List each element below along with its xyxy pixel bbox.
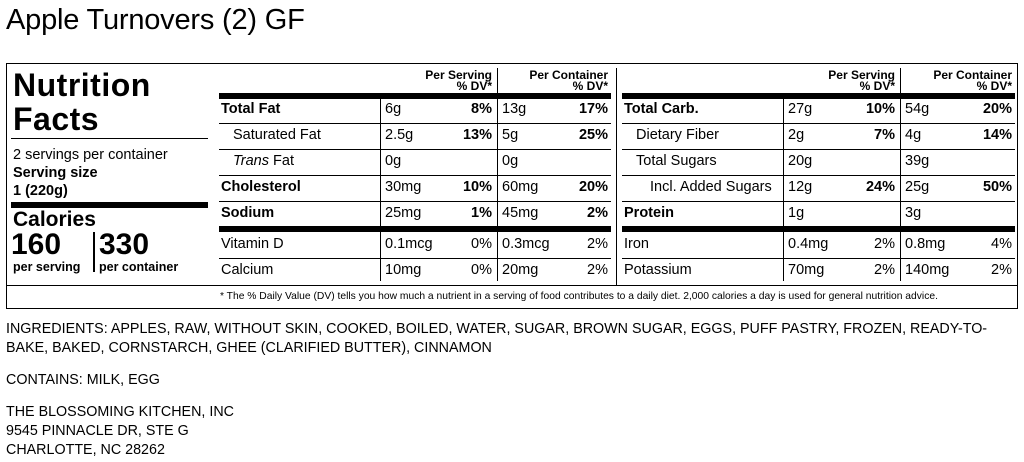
- container-dv: 20%: [982, 101, 1012, 117]
- container-dv: 20%: [578, 179, 608, 195]
- nutrient-name: Sodium: [221, 205, 275, 221]
- nutrient-name: Iron: [624, 236, 649, 252]
- per-serving-label: per serving: [13, 260, 81, 274]
- nutrient-name: Protein: [624, 205, 674, 221]
- serving-dv: 10%: [865, 101, 895, 117]
- row-divider: [219, 201, 611, 202]
- column-line: [783, 93, 784, 281]
- serving-amount: 25mg: [385, 205, 422, 221]
- nutrient-name: [233, 152, 294, 170]
- serving-size-label: Serving size: [13, 165, 98, 181]
- serving-dv: 1%: [471, 205, 492, 221]
- company-name: THE BLOSSOMING KITCHEN, INC: [6, 404, 234, 420]
- row-divider: [219, 123, 611, 124]
- container-dv: 4%: [991, 236, 1012, 252]
- container-amount: 0.3mcg: [502, 236, 550, 252]
- header-dv: % DV*: [976, 79, 1012, 93]
- container-amount: 4g: [905, 127, 922, 143]
- serving-dv: 7%: [874, 127, 895, 143]
- container-amount: 3g: [905, 205, 922, 221]
- container-amount: 60mg: [502, 179, 539, 195]
- footnote-divider: [7, 285, 1017, 286]
- container-amount: 45mg: [502, 205, 539, 221]
- table-divider: [616, 68, 617, 285]
- nutrient-name-italic: Trans: [233, 153, 269, 169]
- row-divider: [622, 149, 1015, 150]
- nutrient-name: Cholesterol: [221, 179, 301, 195]
- nutrient-name: Potassium: [624, 262, 692, 278]
- serving-dv: 8%: [471, 101, 492, 117]
- nutrient-name: Saturated Fat: [233, 127, 321, 143]
- container-dv: 2%: [587, 262, 608, 278]
- row-divider: [219, 258, 611, 259]
- header-dv: % DV*: [859, 79, 895, 93]
- calories-divider: [93, 232, 95, 272]
- serving-dv: 0%: [471, 236, 492, 252]
- servings-per-container: 2 servings per container: [13, 147, 168, 163]
- container-dv: 2%: [587, 205, 608, 221]
- container-dv: 14%: [982, 127, 1012, 143]
- heading-line1: Nutrition: [13, 67, 151, 103]
- container-amount: 140mg: [905, 262, 950, 278]
- serving-dv: 10%: [462, 179, 492, 195]
- nutrient-name: Calcium: [221, 262, 274, 278]
- nutrient-name: Total Sugars: [636, 153, 717, 169]
- daily-value-footnote: * The % Daily Value (DV) tells you how much a nutrient in a serving of food contributes to a daily diet. 2,000 calories a day is used for general nutrition advice.: [220, 291, 938, 302]
- row-divider: [622, 123, 1015, 124]
- serving-dv: 24%: [865, 179, 895, 195]
- serving-dv: 13%: [462, 127, 492, 143]
- city-address: CHARLOTTE, NC 28262: [6, 442, 165, 458]
- nutrition-facts-panel: [6, 63, 1018, 309]
- nutrition-facts-heading: [13, 68, 151, 136]
- calories-per-serving: 160: [11, 228, 62, 261]
- header-per-container: Per Container: [529, 68, 608, 82]
- serving-amount: 6g: [385, 101, 402, 117]
- container-dv: 50%: [982, 179, 1012, 195]
- container-amount: 5g: [502, 127, 519, 143]
- container-dv: 2%: [991, 262, 1012, 278]
- container-amount: 20mg: [502, 262, 539, 278]
- serving-amount: 20g: [788, 153, 813, 169]
- serving-amount: 70mg: [788, 262, 825, 278]
- serving-amount: 1g: [788, 205, 805, 221]
- row-divider: [622, 258, 1015, 259]
- row-divider: [219, 149, 611, 150]
- header-dv: % DV*: [456, 79, 492, 93]
- header-per-serving: Per Serving: [828, 68, 895, 82]
- header-dv: % DV*: [572, 79, 608, 93]
- container-amount: 39g: [905, 153, 930, 169]
- nutrient-name: Incl. Added Sugars: [650, 179, 772, 195]
- row-divider: [622, 201, 1015, 202]
- serving-amount: 10mg: [385, 262, 422, 278]
- serving-dv: 0%: [471, 262, 492, 278]
- nutrient-name: Vitamin D: [221, 236, 284, 252]
- serving-dv: 2%: [874, 236, 895, 252]
- serving-amount: 12g: [788, 179, 813, 195]
- serving-amount: 30mg: [385, 179, 422, 195]
- street-address: 9545 PINNACLE DR, STE G: [6, 423, 189, 439]
- calories-per-container: 330: [99, 228, 150, 261]
- nutrient-name: Total Carb.: [624, 101, 699, 117]
- heading-line2: Facts: [13, 101, 100, 137]
- header-per-container: Per Container: [933, 68, 1012, 82]
- container-amount: 0.8mg: [905, 236, 946, 252]
- serving-amount: 0.1mcg: [385, 236, 433, 252]
- container-dv: 25%: [578, 127, 608, 143]
- divider: [11, 138, 208, 139]
- calories-label: Calories: [13, 208, 96, 231]
- nutrient-name: Total Fat: [221, 101, 281, 117]
- nutrient-name: Dietary Fiber: [636, 127, 719, 143]
- row-thick-divider: [219, 226, 611, 232]
- container-amount: 54g: [905, 101, 930, 117]
- row-divider: [622, 175, 1015, 176]
- product-title: Apple Turnovers (2) GF: [6, 4, 305, 36]
- container-dv: 17%: [578, 101, 608, 117]
- serving-size-value: 1 (220g): [13, 183, 68, 199]
- serving-dv: 2%: [874, 262, 895, 278]
- serving-amount: 2g: [788, 127, 805, 143]
- serving-amount: 0g: [385, 153, 402, 169]
- row-divider: [219, 175, 611, 176]
- column-line: [380, 93, 381, 281]
- nutrient-name-rest: Fat: [269, 153, 294, 169]
- header-thick-divider: [219, 93, 611, 99]
- contains-text: CONTAINS: MILK, EGG: [6, 372, 160, 388]
- container-amount: 0g: [502, 153, 519, 169]
- header-thick-divider: [622, 93, 1015, 99]
- per-container-label: per container: [99, 260, 179, 274]
- container-amount: 13g: [502, 101, 527, 117]
- container-dv: 2%: [587, 236, 608, 252]
- serving-amount: 0.4mg: [788, 236, 829, 252]
- header-per-serving: Per Serving: [425, 68, 492, 82]
- serving-amount: 27g: [788, 101, 813, 117]
- ingredients-text: INGREDIENTS: APPLES, RAW, WITHOUT SKIN, COOKED, BOILED, WATER, SUGAR, BROWN SUGAR, EGGS, PUFF PASTRY, FROZEN, READY-TO-BAKE, BAKED, CORNSTARCH, GHEE (CLARIFIED BUTTER), CINNAMON: [6, 321, 988, 356]
- container-amount: 25g: [905, 179, 930, 195]
- row-thick-divider: [622, 226, 1015, 232]
- serving-amount: 2.5g: [385, 127, 414, 143]
